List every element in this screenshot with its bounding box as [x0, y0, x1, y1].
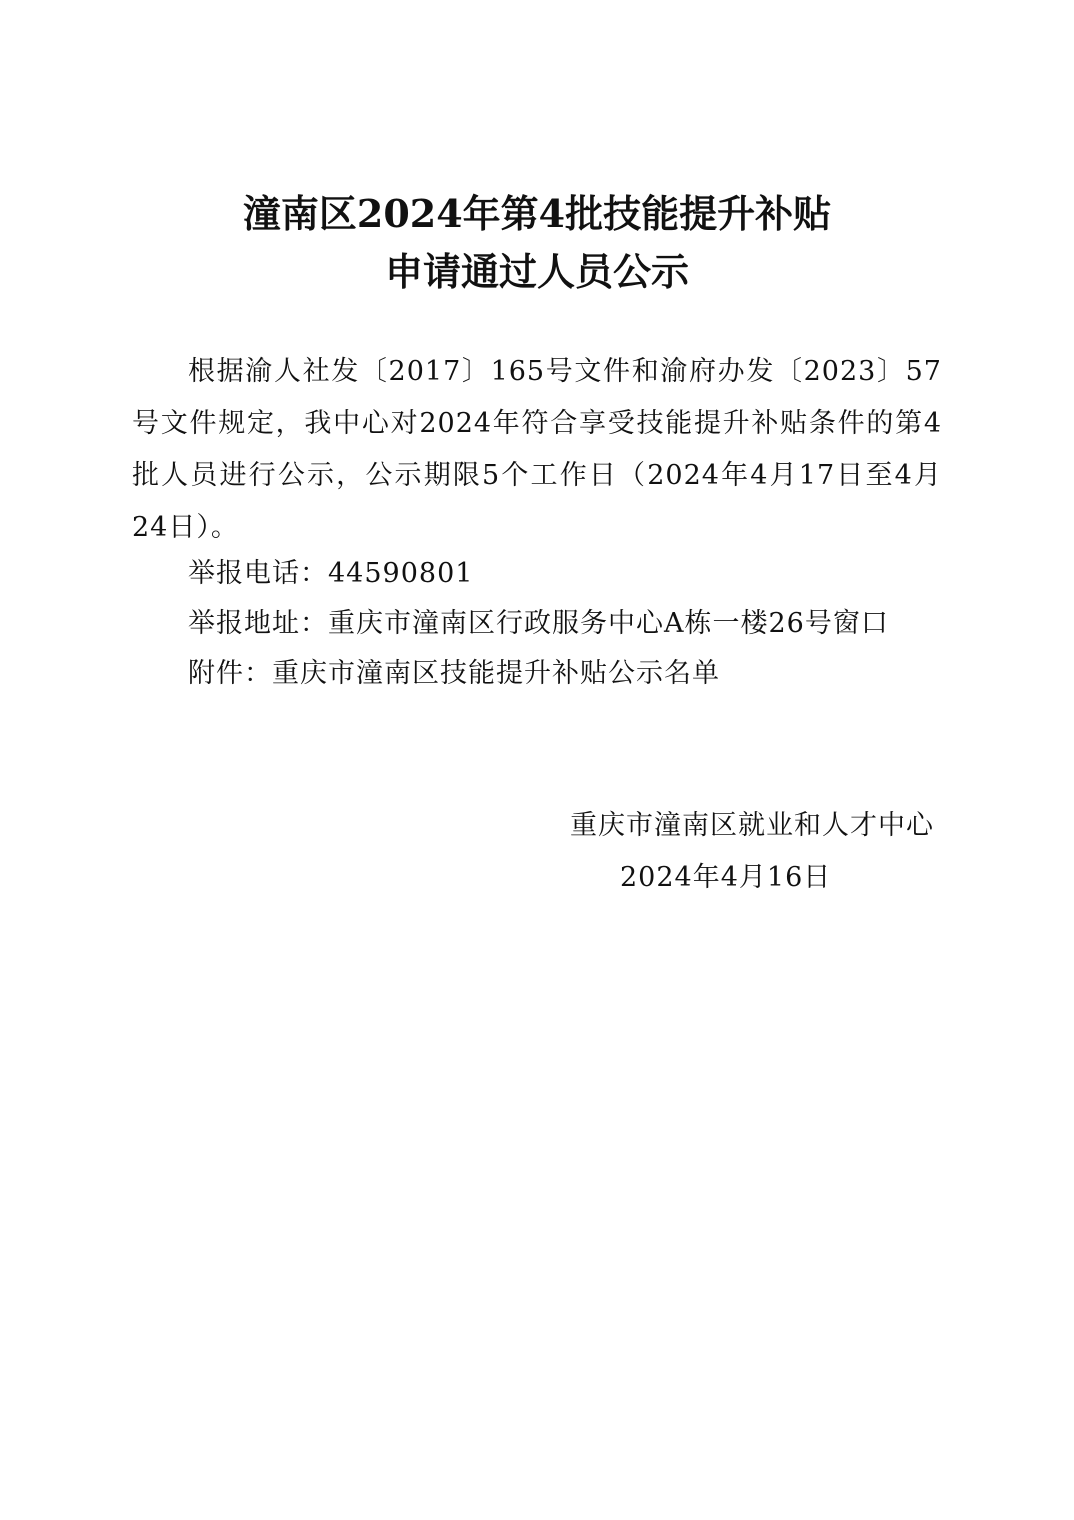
- attachment-note: 附件：重庆市潼南区技能提升补贴公示名单: [188, 658, 720, 689]
- document-title-line2: 申请通过人员公示: [384, 249, 689, 294]
- signature-date: 2024年4月16日: [620, 862, 832, 893]
- body-paragraph: 根据渝人社发〔2017〕165号文件和渝府办发〔2023〕57号文件规定，我中心对2024年符合享受技能提升补贴条件的第4批人员进行公示，公示期限5个工作日（2024年4月17日至4月24日）。: [132, 356, 942, 543]
- report-address: 举报地址：重庆市潼南区行政服务中心A栋一楼26号窗口: [188, 608, 889, 639]
- signature-organization: 重庆市潼南区就业和人才中心: [570, 810, 934, 841]
- report-phone: 举报电话：44590801: [188, 558, 474, 589]
- document-title-line1: 潼南区2024年第4批技能提升补贴: [242, 191, 832, 236]
